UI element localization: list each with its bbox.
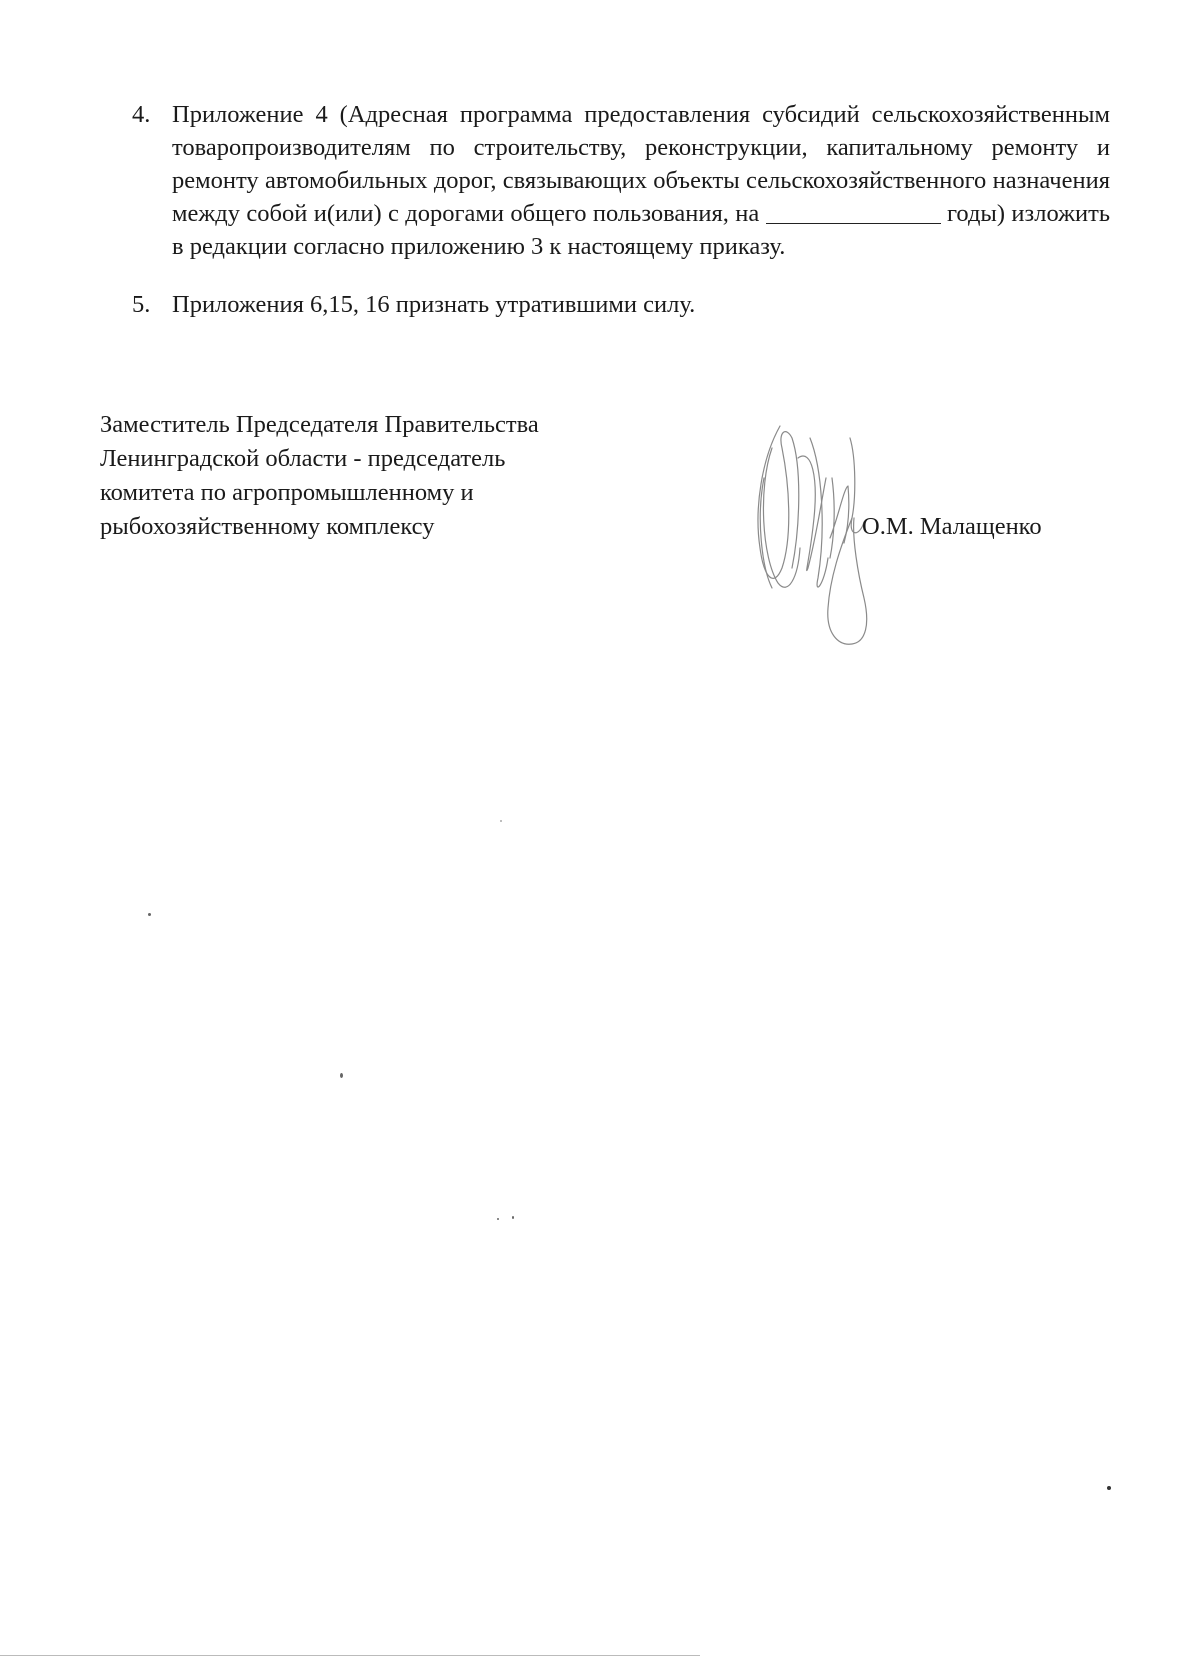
scan-speck bbox=[500, 820, 502, 822]
signatory-name: О.М. Малащенко bbox=[862, 513, 1042, 540]
signatory-title bbox=[100, 408, 620, 544]
list-item-text: Приложение 4 (Адресная программа предоставления субсидий сельскохозяйственным товаропроизводителям по строительству, реконструкции, капитальному ремонту и ремонту автомобильных дорог, связывающих объекты сельскохозяйственного назначения между собой и(или) с дорогами общего пользования, на bbox=[172, 101, 1110, 227]
scan-speck bbox=[512, 1216, 514, 1219]
list-item-text: Приложения 6,15, 16 признать утратившими силу. bbox=[172, 291, 696, 318]
blank-years-field bbox=[766, 199, 941, 224]
scan-speck bbox=[1107, 1486, 1111, 1490]
numbered-list bbox=[132, 98, 1110, 321]
signatory-title-line: комитета по агропромышленному и bbox=[100, 479, 474, 506]
list-item-number: 5. bbox=[132, 291, 151, 318]
scan-speck bbox=[497, 1218, 499, 1220]
list-item-4 bbox=[132, 98, 1110, 263]
scan-speck bbox=[148, 913, 151, 916]
scan-speck bbox=[340, 1073, 343, 1078]
list-item-number: 4. bbox=[132, 101, 151, 128]
signatory-title-line: Ленинградской области - председатель bbox=[100, 445, 506, 472]
list-item-text-continued: годы) изложить в редакции согласно приложению 3 к настоящему приказу. bbox=[172, 200, 1111, 260]
scan-edge-line bbox=[0, 1655, 700, 1656]
list-item-5 bbox=[132, 288, 1110, 321]
signatory-title-line: рыбохозяйственному комплексу bbox=[100, 513, 435, 540]
signatory-title-line: Заместитель Председателя Правительства bbox=[100, 411, 539, 438]
